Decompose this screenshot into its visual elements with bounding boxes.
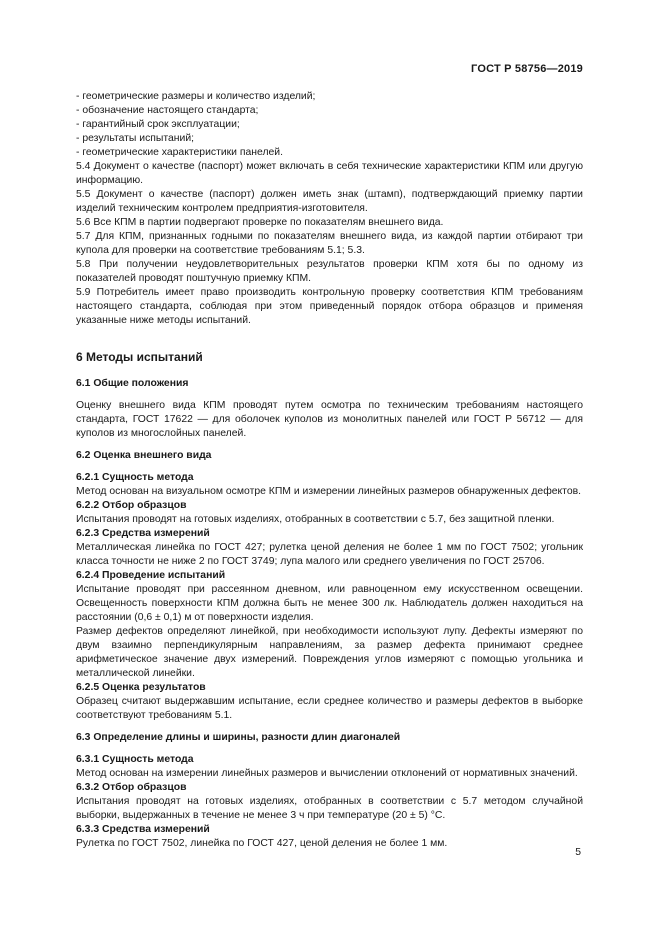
section-6-2-3-heading: 6.2.3 Средства измерений — [76, 528, 210, 539]
list-item: - геометрические размеры и количество изделий; — [76, 91, 316, 102]
section-6-2-4-heading: 6.2.4 Проведение испытаний — [76, 570, 226, 581]
list-item: - геометрические характеристики панелей. — [76, 147, 283, 158]
paragraph-5-4: 5.4 Документ о качестве (паспорт) может включать в себя технические характеристики КПМ или другую информацию. — [76, 161, 583, 186]
paragraph-5-7: 5.7 Для КПМ, признанных годными по показателям внешнего вида, из каждой партии отбирают три купола для проверки на соответствие требованиям 5.1; 5.3. — [76, 231, 583, 256]
paragraph-5-9: 5.9 Потребитель имеет право производить контрольную проверку соответствия КПМ требованиям настоящего стандарта, соблюдая при этом приведенный порядок отбора образцов и применяя указанные ниже методы испытаний. — [76, 287, 583, 326]
section-6-2-2-heading: 6.2.2 Отбор образцов — [76, 500, 187, 511]
paragraph-5-6: 5.6 Все КПМ в партии подвергают проверке по показателям внешнего вида. — [76, 217, 444, 228]
section-6-3-3-heading: 6.3.3 Средства измерений — [76, 824, 210, 835]
section-6-3-1-text: Метод основан на измерении линейных размеров и вычислении отклонений от нормативных значений. — [76, 768, 578, 779]
section-6-1-heading: 6.1 Общие положения — [76, 378, 189, 389]
section-6-3-2-text: Испытания проводят на готовых изделиях, отобранных в соответствии с 5.7 методом случайной выборки, выдержанных в течение не менее 3 ч при температуре (20 ± 5) °С. — [76, 796, 583, 821]
list-item: - гарантийный срок эксплуатации; — [76, 119, 240, 130]
paragraph-5-5: 5.5 Документ о качестве (паспорт) должен иметь знак (штамп), подтверждающий приемку партии изделий техническим контролем предприятия-изготовителя. — [76, 189, 583, 214]
section-6-2-heading: 6.2 Оценка внешнего вида — [76, 450, 212, 461]
section-6-2-4-text-1: Испытание проводят при рассеянном дневном, или равноценном ему искусственном освещении. Освещенность поверхности КПМ должна быть не менее 300 лк. Наблюдатель должен находиться на расстоянии (0,6 ± 0,1) м от поверхности изделия. — [76, 584, 583, 623]
page-number: 5 — [575, 847, 581, 858]
section-6-2-5-heading: 6.2.5 Оценка результатов — [76, 682, 206, 693]
section-6-2-1-text: Метод основан на визуальном осмотре КПМ и измерении линейных размеров обнаруженных дефектов. — [76, 486, 582, 497]
list-item: - обозначение настоящего стандарта; — [76, 105, 259, 116]
paragraph-5-8: 5.8 При получении неудовлетворительных результатов проверки КПМ хотя бы по одному из показателей проводят поштучную приемку КПМ. — [76, 259, 583, 284]
section-6-3-2-heading: 6.3.2 Отбор образцов — [76, 782, 187, 793]
section-6-2-4-text-2: Размер дефектов определяют линейкой, при необходимости используют лупу. Дефекты измеряют по двум взаимно перпендикулярным направлениям, за размер дефекта принимают среднее арифметическое значение двух измерений. Повреждения углов измеряют с помощью угольника и металлической линейки. — [76, 626, 583, 679]
section-6-heading: 6 Методы испытаний — [76, 350, 203, 364]
standard-header: ГОСТ Р 58756—2019 — [471, 63, 583, 75]
section-6-2-1-heading: 6.2.1 Сущность метода — [76, 472, 194, 483]
section-6-2-5-text: Образец считают выдержавшим испытание, если среднее количество и размеры дефектов в выборке соответствуют требованиям 5.1. — [76, 696, 583, 721]
section-6-3-1-heading: 6.3.1 Сущность метода — [76, 754, 194, 765]
page-content — [76, 90, 583, 851]
section-6-3-3-text: Рулетка по ГОСТ 7502, линейка по ГОСТ 427, ценой деления не более 1 мм. — [76, 838, 448, 849]
section-6-2-3-text: Металлическая линейка по ГОСТ 427; рулетка ценой деления не более 1 мм по ГОСТ 7502; угольник класса точности не ниже 2 по ГОСТ 3749; лупа малого или среднего увеличения по ГОСТ 25706. — [76, 542, 583, 567]
section-6-3-heading: 6.3 Определение длины и ширины, разности длин диагоналей — [76, 732, 401, 743]
list-item: - результаты испытаний; — [76, 133, 195, 144]
section-6-1-text: Оценку внешнего вида КПМ проводят путем осмотра по техническим требованиям настоящего стандарта, ГОСТ 17622 — для оболочек куполов из монолитных панелей или ГОСТ Р 56712 — для куполов из многослойных панелей. — [76, 400, 583, 439]
section-6-2-2-text: Испытания проводят на готовых изделиях, отобранных в соответствии с 5.7, без защитной пленки. — [76, 514, 555, 525]
